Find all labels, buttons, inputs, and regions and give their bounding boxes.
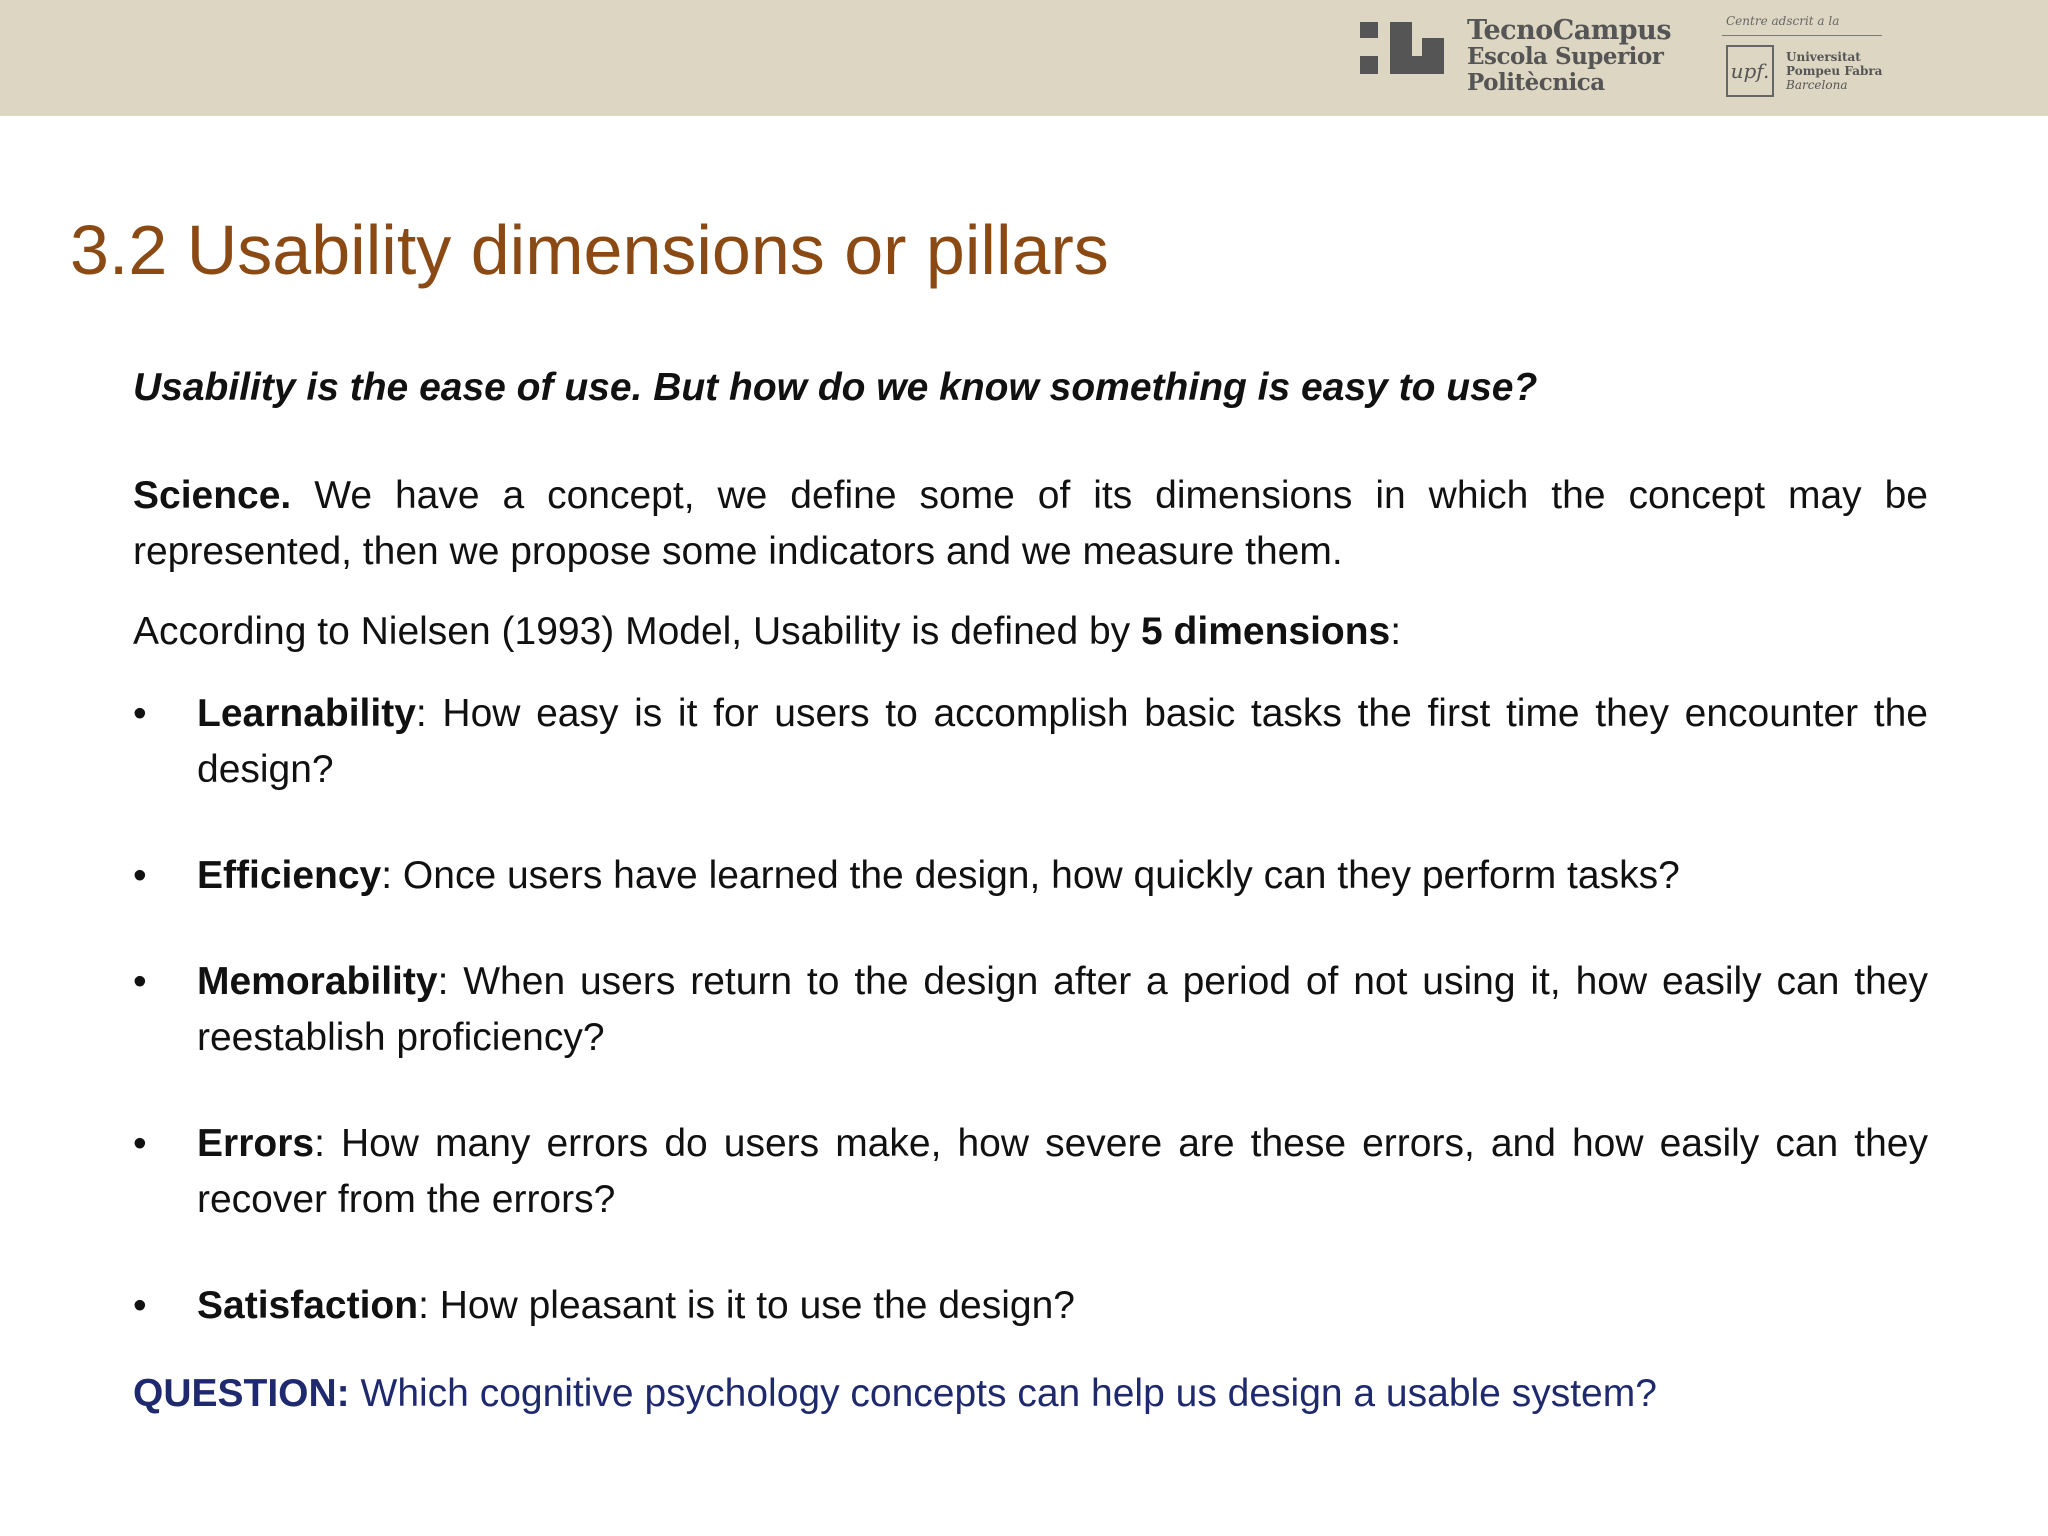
tecnocampus-logo-icon <box>1360 20 1444 76</box>
dimension-satisfaction <box>133 1278 1928 1334</box>
intro-question: Usability is the ease of use. But how do we know something is easy to use? <box>133 366 1538 409</box>
upf-name <box>1786 50 1882 92</box>
tecnocampus-wordmark <box>1467 15 1672 96</box>
header-bar <box>0 0 2048 116</box>
tecnocampus-logo <box>1360 15 1672 108</box>
dimension-text: : Once users have learned the design, how quickly can they perform tasks? <box>381 854 1680 897</box>
dimension-text: : How many errors do users make, how severe are these errors, and how easily can they recover from the errors? <box>197 1122 1928 1221</box>
question-text: Which cognitive psychology concepts can help us design a usable system? <box>349 1372 1657 1415</box>
dimension-term: Learnability <box>197 692 416 735</box>
dimension-text: : How pleasant is it to use the design? <box>418 1284 1075 1327</box>
dimension-memorability <box>133 954 1928 1066</box>
question-label: QUESTION: <box>133 1372 350 1415</box>
dimension-text: : How easy is it for users to accomplish basic tasks the first time they encounter the design? <box>197 692 1928 791</box>
science-text: We have a concept, we define some of its dimensions in which the concept may be represented, then we propose some indicators and we measure them. <box>133 474 1928 573</box>
dimensions-list <box>133 686 1928 1334</box>
slide-title: 3.2 Usability dimensions or pillars <box>70 211 1109 289</box>
upf-name-line-1: Universitat <box>1786 50 1861 64</box>
nielsen-paragraph <box>133 604 1928 660</box>
nielsen-bold: 5 dimensions <box>1141 610 1391 653</box>
tecnocampus-name: TecnoCampus <box>1467 15 1672 46</box>
dimension-term: Errors <box>197 1122 315 1165</box>
dimension-learnability <box>133 686 1928 798</box>
dimension-term: Memorability <box>197 960 438 1003</box>
slide-body <box>133 360 1928 1422</box>
dimension-errors <box>133 1116 1928 1228</box>
science-label: Science. <box>133 474 292 517</box>
upf-name-line-3: Barcelona <box>1786 78 1848 92</box>
upf-caption: Centre adscrit a la <box>1726 14 1840 28</box>
dimension-term: Efficiency <box>197 854 382 897</box>
science-paragraph <box>133 468 1928 580</box>
tecnocampus-subtitle-1: Escola Superior <box>1467 43 1664 70</box>
question-paragraph <box>133 1366 1928 1422</box>
upf-divider <box>1722 35 1882 36</box>
dimension-term: Satisfaction <box>197 1284 419 1327</box>
dimension-text: : When users return to the design after a period of not using it, how easily can they reestablish proficiency? <box>197 960 1928 1059</box>
nielsen-prefix: According to Nielsen (1993) Model, Usability is defined by <box>133 610 1142 653</box>
upf-mark: upf. <box>1726 45 1774 97</box>
upf-name-line-2: Pompeu Fabra <box>1786 64 1883 78</box>
dimension-efficiency <box>133 848 1928 904</box>
tecnocampus-subtitle-2: Politècnica <box>1467 69 1605 96</box>
upf-logo <box>1720 14 1885 104</box>
nielsen-suffix: : <box>1390 610 1402 653</box>
